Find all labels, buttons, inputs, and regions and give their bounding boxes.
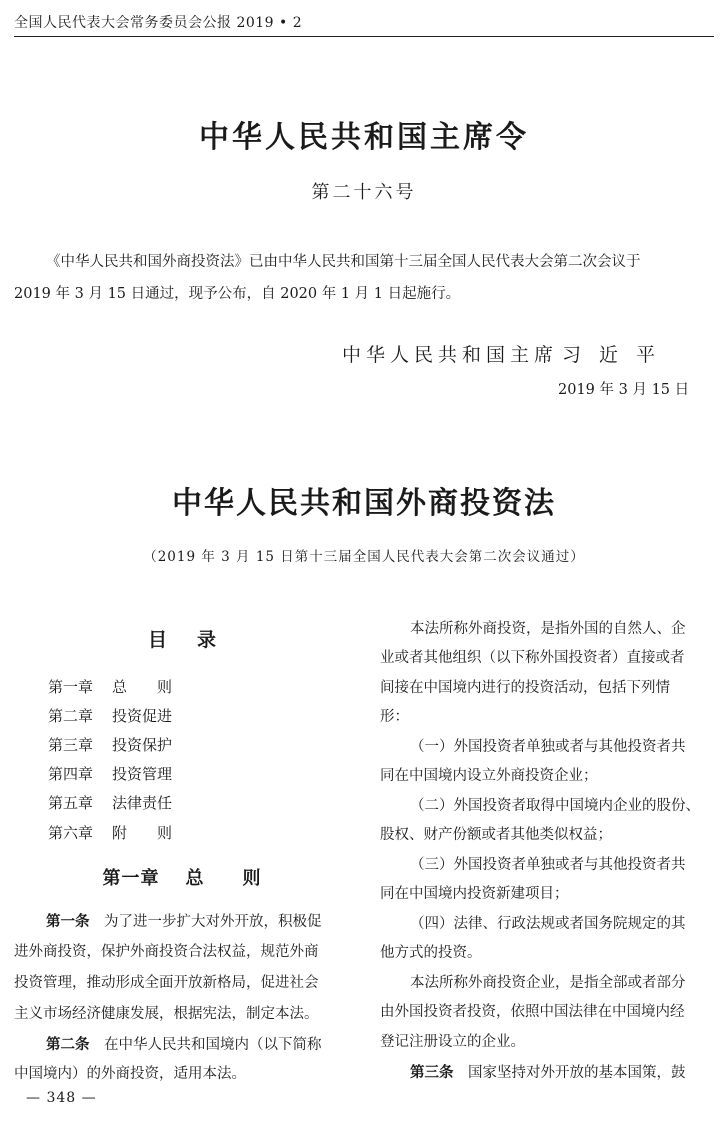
order-number: 第二十六号 — [311, 182, 417, 203]
toc-item-number: 第二章 — [48, 707, 94, 725]
right-column-line: 形： — [380, 709, 409, 725]
toc-item — [48, 822, 172, 843]
toc-item-number: 第四章 — [48, 765, 94, 783]
right-column-line: 本法所称外商投资企业，是指全部或者部分 — [410, 975, 686, 991]
running-header: 全国人民代表大会常务委员会公报 2019 • 2 — [14, 15, 303, 31]
right-column-line: 他方式的投资。 — [380, 945, 482, 961]
toc-item-number: 第五章 — [48, 794, 94, 812]
article-1-line: 投资管理，推动形成全面开放新格局，促进社会 — [14, 975, 319, 991]
right-column-line: 登记注册设立的企业。 — [380, 1034, 525, 1050]
chapter-number: 第一章 — [102, 868, 160, 889]
toc-item — [48, 792, 172, 813]
article-1-first-line — [46, 906, 322, 938]
right-column-line: 股权、财产份额或者其他类似权益； — [380, 827, 612, 843]
law-subtitle: （2019 年 3 月 15 日第十三届全国人民代表大会第二次会议通过） — [143, 549, 585, 565]
article-label: 第三条 — [410, 1064, 454, 1081]
article-1-line: 主义市场经济健康发展，根据宪法，制定本法。 — [14, 1006, 319, 1022]
toc-item — [48, 763, 172, 784]
header-rule — [14, 36, 714, 37]
signature-title: 中华人民共和国主席 — [342, 344, 559, 366]
right-column-line: （四）法律、行政法规或者国务院规定的其 — [410, 916, 686, 932]
toc-item-title: 法律责任 — [112, 794, 173, 812]
toc-item — [48, 676, 172, 697]
promulgation-line-1: 《中华人民共和国外商投资法》已由中华人民共和国第十三届全国人民代表大会第二次会议于 — [46, 254, 641, 270]
toc-item-title: 投资促进 — [112, 707, 173, 725]
toc-item-title: 投资保护 — [112, 736, 173, 754]
right-column-line: 间接在中国境内进行的投资活动，包括下列情 — [380, 680, 670, 696]
article-text: 在中华人民共和国境内（以下简称 — [104, 1037, 322, 1053]
article-3-first-line — [410, 1057, 686, 1089]
article-label: 第一条 — [46, 913, 90, 930]
article-1-line: 进外商投资，保护外商投资合法权益，规范外商 — [14, 944, 319, 960]
right-column-line: （一）外国投资者单独或者与其他投资者共 — [410, 739, 686, 755]
article-text: 国家坚持对外开放的基本国策，鼓 — [468, 1065, 686, 1081]
article-2-line: 中国境内）的外商投资，适用本法。 — [14, 1066, 246, 1082]
toc-item-number: 第一章 — [48, 678, 94, 696]
toc-item — [48, 734, 172, 755]
toc-item-title: 投资管理 — [112, 765, 173, 783]
order-title: 中华人民共和国主席令 — [199, 120, 529, 155]
page-number: — 348 — — [26, 1090, 97, 1106]
right-column-line: 同在中国境内投资新建项目； — [380, 886, 569, 902]
right-column-line: 同在中国境内设立外商投资企业； — [380, 768, 598, 784]
toc-item-title: 附 则 — [112, 824, 173, 842]
article-2-first-line — [46, 1029, 322, 1061]
toc-item-number: 第六章 — [48, 824, 94, 842]
chapter-title: 总 则 — [185, 868, 262, 889]
right-column-line: （二）外国投资者取得中国境内企业的股份、 — [410, 798, 700, 814]
toc-item-title: 总 则 — [112, 678, 173, 696]
right-column-line: 业或者其他组织（以下称外国投资者）直接或者 — [380, 650, 685, 666]
right-column-line: 由外国投资者投资，依照中国法律在中国境内经 — [380, 1004, 685, 1020]
toc-heading: 目录 — [147, 629, 246, 651]
chapter-heading — [0, 864, 364, 890]
signature-name: 习近平 — [562, 344, 674, 366]
toc-item — [48, 705, 172, 726]
signature-date: 2019 年 3 月 15 日 — [558, 382, 690, 398]
toc-item-number: 第三章 — [48, 736, 94, 754]
article-label: 第二条 — [46, 1036, 90, 1053]
law-title: 中华人民共和国外商投资法 — [172, 486, 556, 521]
article-text: 为了进一步扩大对外开放，积极促 — [104, 914, 322, 930]
promulgation-line-2: 2019 年 3 月 15 日通过，现予公布，自 2020 年 1 月 1 日起施行。 — [14, 286, 461, 302]
right-column-line: （三）外国投资者单独或者与其他投资者共 — [410, 857, 686, 873]
right-column-line: 本法所称外商投资，是指外国的自然人、企 — [410, 621, 686, 637]
